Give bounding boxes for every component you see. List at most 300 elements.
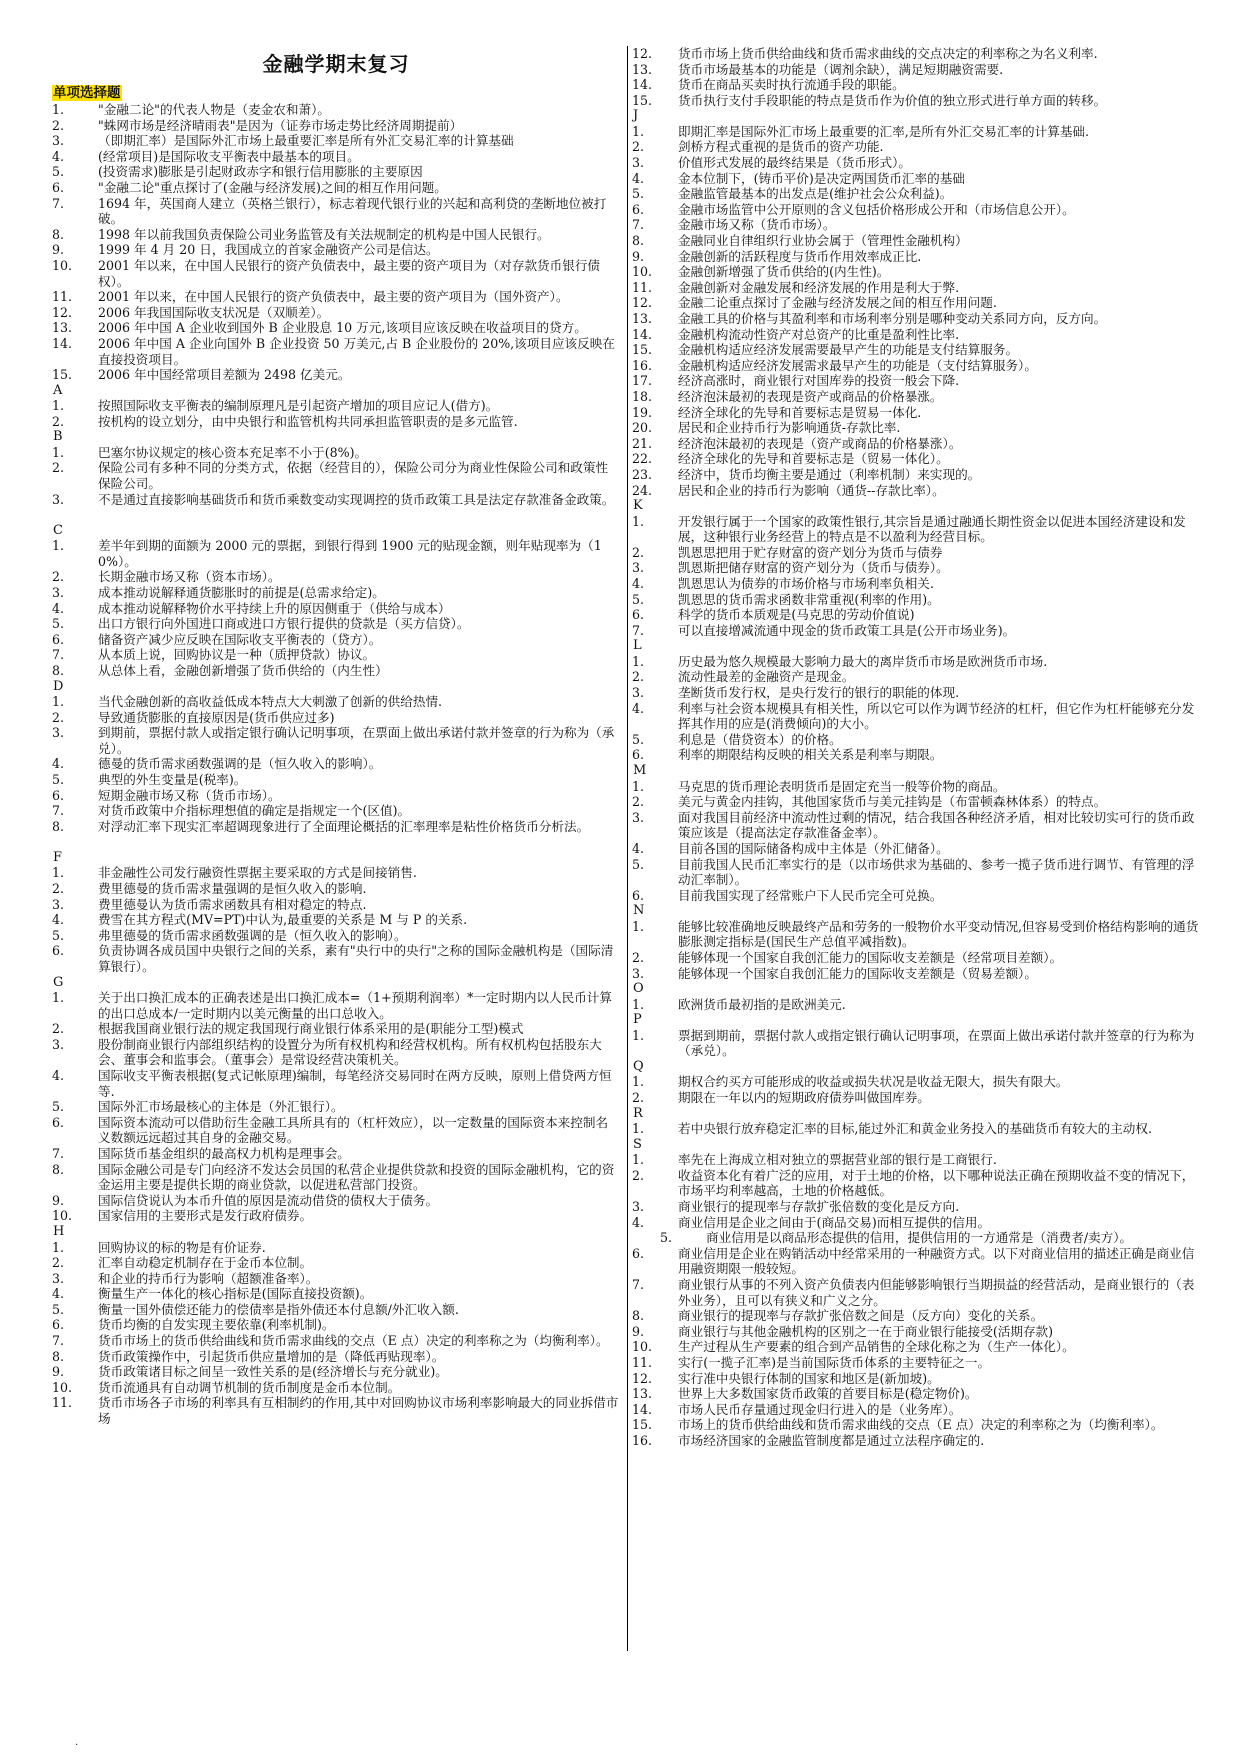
question-text: 目前我国人民币汇率实行的是（以市场供求为基础的、参考一揽子货币进行调节、有管理的浮动汇率制）。 xyxy=(678,856,1195,888)
question-number: 12. xyxy=(632,1370,653,1386)
question-text: 市场人民币存量通过现金归行进入的是（业务库）。 xyxy=(678,1401,962,1417)
question-number: 2. xyxy=(632,794,645,810)
question-number: 5. xyxy=(632,186,645,202)
question-number: 6. xyxy=(632,607,645,623)
question-number: 5. xyxy=(632,591,645,607)
question-item xyxy=(632,669,1204,685)
question-text: 能够比较准确地反映最终产品和劳务的一般物价水平变动情况,但容易受到价格结构影响的通货膨胀测定指标是(国民生产总值平减指数)。 xyxy=(678,918,1199,950)
question-text: 国际收支平衡表根据(复式记帐原理)编制，每笔经济交易同时在两方反映，原则上借贷两方恒等. xyxy=(98,1068,612,1099)
question-item xyxy=(52,881,620,897)
section-letter: G xyxy=(53,974,64,990)
question-item xyxy=(632,311,1204,327)
question-number: 1. xyxy=(632,1027,645,1043)
question-number: 5. xyxy=(52,1301,65,1317)
question-text: (经常项目)是国际收支平衡表中最基本的项目。 xyxy=(98,148,360,164)
question-text: 利息是（借贷资本）的价格。 xyxy=(678,731,842,747)
question-number: 3. xyxy=(632,685,645,701)
question-text: 欧洲货币最初指的是欧洲美元. xyxy=(678,996,846,1012)
question-number: 5. xyxy=(52,772,65,788)
question-text: 期限在一年以内的短期政府债券叫做国库券。 xyxy=(678,1090,930,1106)
question-item xyxy=(632,1090,1204,1106)
question-number: 13. xyxy=(52,320,73,336)
question-text: 2001 年以来，在中国人民银行的资产负债表中，最主要的资产项目为（国外资产）。 xyxy=(98,289,569,305)
question-text: 2006 年中国 A 企业收到国外 B 企业股息 10 万元,该项目应该反映在收益项目的贷方。 xyxy=(98,320,587,336)
question-item xyxy=(52,164,620,180)
question-number: 10. xyxy=(52,1208,73,1224)
question-text: 即期汇率是国际外汇市场上最重要的汇率,是所有外汇交易汇率的计算基础. xyxy=(678,123,1090,139)
question-text: 弗里德曼的货币需求函数强调的是（恒久收入的影响）。 xyxy=(98,927,407,943)
question-item xyxy=(632,810,1204,841)
question-text: 出口方银行向外国进口商或进口方银行提供的贷款是（买方信贷）。 xyxy=(98,616,470,632)
question-text: 费里德曼的货币需求量强调的是恒久收入的影响. xyxy=(98,881,367,897)
question-number: 3. xyxy=(632,155,645,171)
section-letter: K xyxy=(633,498,643,514)
question-number: 1. xyxy=(52,694,65,710)
question-text: （即期汇率）是国际外汇市场上最重要汇率是所有外汇交易汇率的计算基础 xyxy=(98,133,514,149)
question-text: 开发银行属于一个国家的政策性银行,其宗旨是通过融通长期性资金以促进本国经济建设和发展，这种银行业务经营上的特点是不以盈利为经营目标。 xyxy=(678,513,1186,545)
question-text: 金融机构流动性资产对总资产的比重是盈利性比率. xyxy=(678,326,960,342)
section-letter: D xyxy=(53,678,64,694)
question-text: 按机构的设立划分，由中央银行和监管机构共同承担监管职责的是多元监管. xyxy=(98,413,518,429)
question-text: 市场上的货币供给曲线和货币需求曲线的交点（E 点）决定的利率称之为（均衡利率）。 xyxy=(678,1417,1164,1433)
question-number: 8. xyxy=(52,663,65,678)
question-item xyxy=(632,451,1204,467)
question-text: 2001 年以来，在中国人民银行的资产负债表中，最主要的资产项目为（对存款货币银行债权）。 xyxy=(98,257,601,289)
question-text: 凯恩思的货币需求函数非常重视(利率的作用)。 xyxy=(678,591,940,607)
question-text: 金融二论重点探讨了金融与经济发展之间的相互作用问题. xyxy=(678,295,997,311)
question-item xyxy=(52,1349,620,1365)
section-label-wrap xyxy=(52,82,620,102)
question-item xyxy=(52,1068,620,1099)
question-text: 对浮动汇率下现实汇率超调现象进行了全面理论概括的汇率理率是粘性价格货币分析法。 xyxy=(98,818,590,834)
question-item xyxy=(632,1215,1204,1231)
section-letter xyxy=(52,507,620,523)
question-item xyxy=(52,1021,620,1037)
question-item xyxy=(632,576,1204,592)
question-number: 2. xyxy=(52,709,65,725)
question-number: 5. xyxy=(52,164,65,180)
question-item xyxy=(52,1302,620,1318)
question-number: 23. xyxy=(632,466,653,482)
question-number: 4. xyxy=(52,600,65,616)
question-item xyxy=(632,436,1204,452)
question-item xyxy=(632,1402,1204,1418)
question-item xyxy=(52,1240,620,1256)
question-number: 7. xyxy=(632,217,645,233)
question-text: 实行(一揽子汇率)是当前国际货币体系的主要特征之一。 xyxy=(678,1354,991,1370)
question-item xyxy=(632,77,1204,93)
question-number: 10. xyxy=(52,1379,73,1395)
question-text: "金融二论"的代表人物是（麦金农和萧）。 xyxy=(98,102,330,117)
question-item xyxy=(52,585,620,601)
question-number: 13. xyxy=(632,61,653,77)
question-text: 德曼的货币需求函数强调的是（恒久收入的影响）。 xyxy=(98,756,382,772)
question-item xyxy=(52,118,620,134)
question-number: 2. xyxy=(632,949,645,965)
section-letter: J xyxy=(633,108,639,124)
question-item xyxy=(632,420,1204,436)
question-item xyxy=(632,373,1204,389)
question-item xyxy=(632,1386,1204,1402)
question-item xyxy=(632,1371,1204,1387)
question-number: 8. xyxy=(632,1308,645,1324)
question-text: 期权合约买方可能形成的收益或损失状况是收益无限大，损失有限大。 xyxy=(678,1074,1069,1090)
question-item xyxy=(632,1074,1204,1090)
question-number: 3. xyxy=(52,585,65,601)
question-text: 货币在商品买卖时执行流通手段的职能。 xyxy=(678,77,905,93)
question-text: 差半年到期的面额为 2000 元的票据，到银行得到 1900 元的贴现金额，则年贴现率为（10%）。 xyxy=(98,538,602,569)
section-letter: R xyxy=(633,1105,643,1121)
question-number: 8. xyxy=(632,233,645,249)
question-item xyxy=(632,779,1204,795)
section-letter: P xyxy=(633,1012,642,1028)
question-text: 金融创新对金融发展和经济发展的作用是利大于弊. xyxy=(678,279,960,295)
question-item xyxy=(632,1355,1204,1371)
section-letter: C xyxy=(53,522,63,538)
question-number: 14. xyxy=(632,77,653,93)
question-number: 1. xyxy=(632,996,645,1012)
question-number: 9. xyxy=(632,248,645,264)
question-item xyxy=(632,327,1204,343)
question-number: 7. xyxy=(52,1333,65,1349)
question-item xyxy=(52,819,620,835)
question-item xyxy=(632,342,1204,358)
question-text: 金融机构适应经济发展需求最早产生的功能是（支付结算服务）。 xyxy=(678,357,1037,373)
question-text: 费雪在其方程式(MV=PT)中认为,最重要的关系是 M 与 P 的关系. xyxy=(98,912,468,928)
question-text: 金融同业自律组织行业协会属于（管理性金融机构） xyxy=(678,233,968,249)
question-text: 和企业的持币行为影响（超额准备率）。 xyxy=(98,1270,319,1286)
question-number: 2. xyxy=(52,569,65,585)
question-item xyxy=(632,966,1204,982)
question-number: 2. xyxy=(52,1255,65,1271)
question-item xyxy=(52,756,620,772)
question-number: 6. xyxy=(52,631,65,647)
question-item xyxy=(632,483,1204,499)
question-item xyxy=(52,196,620,227)
question-text: 收益资本化有着广泛的应用，对于土地的价格，以下哪种说法正确在预期收益不变的情况下，市场平均利率越高，土地的价格越低。 xyxy=(678,1167,1195,1199)
question-number: 3. xyxy=(52,1036,65,1052)
question-number: 8. xyxy=(52,226,65,242)
question-text: 科学的货币本质观是(马克思的劳动价值说) xyxy=(678,607,915,623)
question-text: 成本推动说解释通货膨胀时的前提是(总需求给定)。 xyxy=(98,585,385,601)
question-text: 价值形式发展的最终结果是（货币形式）。 xyxy=(678,155,911,171)
question-item xyxy=(52,1115,620,1146)
question-number: 2. xyxy=(52,117,65,133)
question-text: 能够体现一个国家自我创汇能力的国际收支差额是（经常项目差额）。 xyxy=(678,949,1063,965)
question-number: 17. xyxy=(632,373,653,389)
question-text: 货币流通具有自动调节机制的货币制度是金币本位制。 xyxy=(98,1379,401,1395)
question-item xyxy=(52,632,620,648)
question-text: 保险公司有多种不同的分类方式，依据（经营目的），保险公司分为商业性保险公司和政策性保险公司。 xyxy=(98,460,609,492)
question-text: 金融创新的活跃程度与货币作用效率成正比. xyxy=(678,248,922,264)
question-text: 美元与黄金内挂钩，其他国家货币与美元挂钩是（布雷顿森林体系）的特点。 xyxy=(678,794,1107,810)
question-item xyxy=(632,1308,1204,1324)
question-item xyxy=(632,249,1204,265)
question-item xyxy=(632,1246,1204,1277)
question-text: 利率与社会资本规模具有相关性，所以它可以作为调节经济的杠杆，但它作为杠杆能够充分发挥其作用的应是(消费倾向)的大小。 xyxy=(678,700,1195,732)
question-number: 18. xyxy=(632,388,653,404)
question-number: 3. xyxy=(632,560,645,576)
question-number: 15. xyxy=(632,1417,653,1433)
question-number: 4. xyxy=(52,1286,65,1302)
question-text: 目前我国实现了经常账户下人民币完全可兑换。 xyxy=(678,887,943,903)
question-item xyxy=(52,1364,620,1380)
question-number: 10. xyxy=(632,264,653,280)
question-item xyxy=(632,514,1204,545)
question-number: 10. xyxy=(632,1339,653,1355)
right-column xyxy=(632,46,1204,1449)
question-text: 利率的期限结构反映的相关关系是利率与期限。 xyxy=(678,747,943,763)
question-text: 1694 年，英国商人建立（英格兰银行），标志着现代银行业的兴起和高利贷的垄断地位被打破。 xyxy=(98,195,607,227)
question-item xyxy=(52,460,620,491)
question-item xyxy=(52,569,620,585)
question-number: 10. xyxy=(52,257,73,273)
left-question-list xyxy=(52,102,620,1427)
question-number: 24. xyxy=(632,482,653,498)
question-number: 1. xyxy=(52,102,65,117)
question-number: 12. xyxy=(632,295,653,311)
question-item xyxy=(52,1317,620,1333)
question-text: 2006 年中国经常项目差额为 2498 亿美元。 xyxy=(98,367,351,383)
question-item xyxy=(52,538,620,569)
question-number: 1. xyxy=(52,1239,65,1255)
question-number: 6. xyxy=(632,1245,645,1261)
question-item xyxy=(52,710,620,726)
question-text: "蛛网市场是经济晴雨表"是因为（证券市场走势比经济周期提前） xyxy=(98,117,463,133)
question-item xyxy=(632,1168,1204,1199)
question-item xyxy=(632,139,1204,155)
question-number: 8. xyxy=(52,818,65,834)
question-number: 2. xyxy=(632,1167,645,1183)
question-number: 7. xyxy=(52,1146,65,1162)
question-item xyxy=(632,1277,1204,1308)
question-text: 货币市场上的货币供给曲线和货币需求曲线的交点（E 点）决定的利率称之为（均衡利率）。 xyxy=(98,1333,609,1349)
question-text: 国际金融公司是专门向经济不发达会员国的私营企业提供贷款和投资的国际金融机构，它的资金运用主要是提供长期的商业贷款，以促进私营部门投资。 xyxy=(98,1161,615,1193)
question-number: 2. xyxy=(52,881,65,897)
question-number: 13. xyxy=(632,1386,653,1402)
section-letter xyxy=(52,834,620,850)
question-item xyxy=(632,1230,1204,1246)
question-text: 商业银行的提现率与存款扩张倍数之间是（反方向）变化的关系。 xyxy=(678,1308,1044,1324)
question-text: 经济泡沫最初的表现是（资产或商品的价格暴涨）。 xyxy=(678,435,962,451)
question-number: 14. xyxy=(52,335,73,351)
question-item xyxy=(632,1199,1204,1215)
section-letter: A xyxy=(53,382,63,398)
question-text: 流动性最差的金融资产是现金。 xyxy=(678,669,855,685)
question-text: 垄断货币发行权，是央行发行的银行的职能的体现. xyxy=(678,685,960,701)
question-number: 3. xyxy=(632,965,645,981)
question-item xyxy=(632,295,1204,311)
question-text: 巴塞尔协议规定的核心资本充足率不小于(8%)。 xyxy=(98,444,368,460)
question-number: 4. xyxy=(52,756,65,772)
question-number: 1. xyxy=(632,1152,645,1168)
question-number: 2. xyxy=(52,1021,65,1037)
question-item xyxy=(52,647,620,663)
question-text: (投资需求)膨胀是引起财政赤字和银行信用膨胀的主要原因 xyxy=(98,164,423,180)
question-item xyxy=(52,943,620,974)
question-item xyxy=(632,654,1204,670)
question-text: 历史最为悠久规模最大影响力最大的离岸货币市场是欧洲货币市场. xyxy=(678,653,1048,669)
question-number: 3. xyxy=(632,1199,645,1214)
question-item xyxy=(52,336,620,367)
question-item xyxy=(52,492,620,508)
question-number: 16. xyxy=(632,357,653,373)
question-text: 商业信用是企业在购销活动中经常采用的一种融资方式。以下对商业信用的描述正确是商业信用融资期限一般较短。 xyxy=(678,1245,1195,1277)
question-item xyxy=(52,227,620,243)
question-number: 7. xyxy=(52,195,65,211)
question-text: 从总体上看，金融创新增强了货币供给的（内生性） xyxy=(98,663,388,678)
question-text: 衡量生产一体化的核心指标是(国际直接投资额)。 xyxy=(98,1286,373,1302)
question-number: 6. xyxy=(52,787,65,803)
question-number: 9. xyxy=(52,1192,65,1208)
question-item xyxy=(632,217,1204,233)
question-item xyxy=(52,1208,620,1224)
question-item xyxy=(52,445,620,461)
question-text: 长期金融市场又称（资本市场）。 xyxy=(98,569,281,585)
question-number: 12. xyxy=(632,46,653,61)
question-item xyxy=(632,155,1204,171)
question-number: 6. xyxy=(632,887,645,903)
question-text: 凯恩斯把储存财富的资产划分为（货币与债券）。 xyxy=(678,560,949,576)
question-text: 马克思的货币理论表明货币是固定充当一般等价物的商品。 xyxy=(678,778,1006,794)
question-text: 可以直接增减流通中现金的货币政策工具是(公开市场业务)。 xyxy=(678,622,1016,638)
question-item xyxy=(632,1324,1204,1340)
question-text: 1999 年 4 月 20 日，我国成立的首家金融资产公司是信达。 xyxy=(98,242,439,258)
question-number: 4. xyxy=(632,840,645,856)
question-number: 3. xyxy=(52,725,65,741)
question-item xyxy=(52,694,620,710)
question-text: 货币执行支付手段职能的特点是货币作为价值的独立形式进行单方面的转移。 xyxy=(678,92,1107,108)
question-number: 1. xyxy=(52,990,65,1006)
question-text: 能够体现一个国家自我创汇能力的国际收支差额是（贸易差额）。 xyxy=(678,965,1037,981)
question-item xyxy=(52,897,620,913)
question-number: 7. xyxy=(52,803,65,819)
question-text: 股份制商业银行内部组织结构的设置分为所有权机构和经营权机构。所有权机构包括股东大会、董事会和监事会。（董事会）是常设经营决策机关。 xyxy=(98,1036,602,1068)
question-text: 凯恩思认为债券的市场价格与市场利率负相关. xyxy=(678,576,934,591)
question-number: 4. xyxy=(52,912,65,928)
question-text: 金融创新增强了货币供给的(内生性)。 xyxy=(678,264,890,280)
question-text: 商业信用是以商品形态提供的信用，提供信用的一方通常是（消费者/卖方）。 xyxy=(706,1230,1133,1246)
question-number: 4. xyxy=(632,700,645,716)
question-item xyxy=(632,1152,1204,1168)
section-letter: L xyxy=(633,638,642,654)
question-number: 9. xyxy=(52,242,65,258)
question-item xyxy=(632,919,1204,950)
question-text: 费里德曼认为货币需求函数具有相对稳定的特点. xyxy=(98,896,367,912)
question-number: 15. xyxy=(632,92,653,108)
question-item xyxy=(52,616,620,632)
question-item xyxy=(632,592,1204,608)
question-number: 5. xyxy=(52,927,65,943)
question-number: 6. xyxy=(52,1114,65,1130)
question-text: 当代金融创新的高收益低成本特点大大刺激了创新的供给热情. xyxy=(98,694,443,710)
question-text: 国家信用的主要形式是发行政府债券。 xyxy=(98,1208,313,1224)
question-item xyxy=(52,865,620,881)
question-number: 3. xyxy=(52,491,65,507)
question-text: 货币均衡的自发实现主要依靠(利率机制)。 xyxy=(98,1317,335,1333)
question-item xyxy=(632,46,1204,62)
question-text: 经济高涨时，商业银行对国库券的投资一般会下降. xyxy=(678,373,960,389)
question-number: 12. xyxy=(52,304,73,320)
question-number: 5. xyxy=(52,616,65,632)
question-item xyxy=(632,405,1204,421)
question-text: 非金融性公司发行融资性票据主要采取的方式是间接销售. xyxy=(98,865,417,881)
question-text: 金融工具的价格与其盈利率和市场利率分别是哪种变动关系同方向，反方向。 xyxy=(678,311,1107,326)
question-item xyxy=(632,171,1204,187)
question-text: 货币政策操作中，引起货币供应量增加的是（降低再贴现率）。 xyxy=(98,1348,445,1364)
question-item xyxy=(632,747,1204,763)
question-item xyxy=(632,233,1204,249)
question-item xyxy=(52,398,620,414)
question-item xyxy=(52,149,620,165)
column-divider xyxy=(627,46,628,1651)
question-number: 11. xyxy=(632,279,653,295)
question-text: 凯恩思把用于贮存财富的资产划分为货币与债券 xyxy=(678,544,943,560)
question-text: 短期金融市场又称（货币市场）。 xyxy=(98,787,281,803)
question-text: "金融二论"重点探讨了(金融与经济发展)之间的相互作用问题。 xyxy=(98,179,447,195)
question-number: 2. xyxy=(632,669,645,685)
question-item xyxy=(632,264,1204,280)
question-item xyxy=(52,1099,620,1115)
question-number: 15. xyxy=(52,367,73,383)
question-item xyxy=(632,950,1204,966)
question-text: 金本位制下，(铸币平价)是决定两国货币汇率的基础 xyxy=(678,170,965,186)
question-item xyxy=(632,1028,1204,1059)
question-number: 22. xyxy=(632,451,653,467)
question-text: 经济中，货币均衡主要是通过（利率机制）来实现的。 xyxy=(678,466,981,482)
question-number: 5. xyxy=(632,731,645,747)
question-text: 居民和企业持币行为影响通货-存款比率. xyxy=(678,420,901,436)
question-number: 5. xyxy=(632,856,645,872)
question-item xyxy=(632,545,1204,561)
question-number: 1. xyxy=(52,538,65,554)
question-text: 国际资本流动可以借助衍生金融工具所具有的（杠杆效应），以一定数量的国际资本来控制名义数额远远超过其自身的金融交易。 xyxy=(98,1114,609,1146)
question-item xyxy=(52,414,620,430)
question-item xyxy=(632,997,1204,1013)
question-text: 经济全球化的先导和首要标志是（贸易一体化）。 xyxy=(678,451,949,467)
question-item xyxy=(52,772,620,788)
question-item xyxy=(632,202,1204,218)
question-text: 商业银行与其他金融机构的区别之一在于商业银行能接受(活期存款) xyxy=(678,1323,1054,1339)
question-item xyxy=(632,1121,1204,1137)
question-item xyxy=(632,685,1204,701)
question-text: 从本质上说，回购协议是一种（质押贷款）协议。 xyxy=(98,647,376,663)
question-item xyxy=(632,389,1204,405)
question-item xyxy=(52,242,620,258)
question-item xyxy=(632,732,1204,748)
question-item xyxy=(632,607,1204,623)
question-item xyxy=(52,320,620,336)
question-item xyxy=(632,186,1204,202)
question-item xyxy=(632,794,1204,810)
question-text: 货币市场最基本的功能是（调剂余缺），满足短期融资需要. xyxy=(678,61,1004,77)
question-item xyxy=(52,1146,620,1162)
question-number: 2. xyxy=(52,460,65,476)
question-text: 金融机构适应经济发展需要最早产生的功能是支付结算服务。 xyxy=(678,342,1019,358)
question-text: 金融监管最基本的出发点是(维护社会公众利益)。 xyxy=(678,186,953,202)
question-item xyxy=(632,841,1204,857)
question-number: 3. xyxy=(52,896,65,912)
question-item xyxy=(52,367,620,383)
question-number: 14. xyxy=(632,326,653,342)
question-number: 6. xyxy=(52,1317,65,1333)
question-text: 按照国际收支平衡表的编制原理凡是引起资产增加的项目应记人(借方)。 xyxy=(98,398,499,414)
section-letter: B xyxy=(53,429,63,445)
question-text: 市场经济国家的金融监管制度都是通过立法程序确定的. xyxy=(678,1432,985,1448)
question-item xyxy=(52,1271,620,1287)
question-item xyxy=(632,857,1204,888)
question-number: 20. xyxy=(632,420,653,436)
